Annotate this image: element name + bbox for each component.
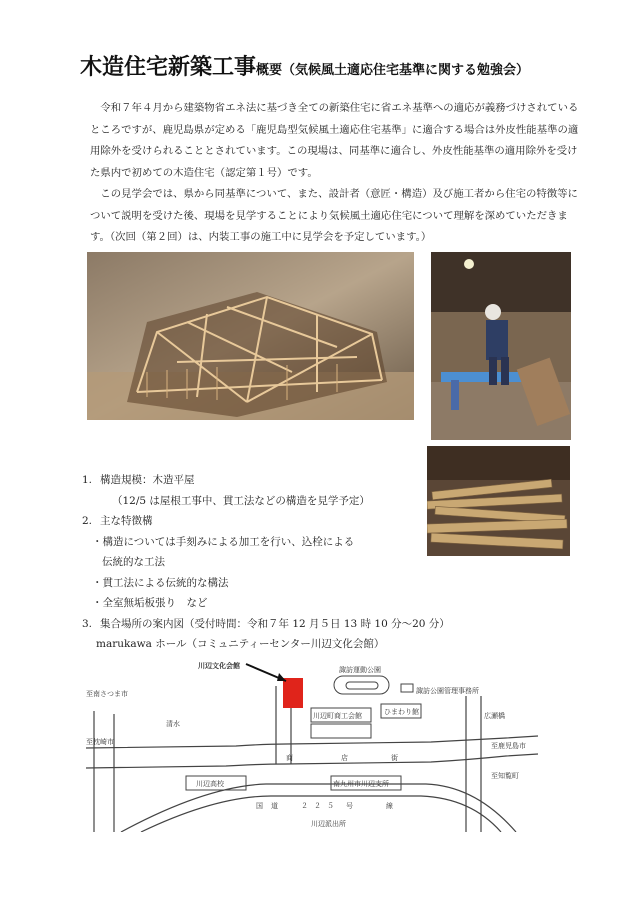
intro-paragraph: 令和７年４月から建築物省エネ法に基づき全ての新築住宅に省エネ基準への適応が義務づけされているところですが、鹿児島県が定める「鹿児島型気候風土適応住宅基準」に適合する場合は外皮性能基準の適用除外を受けられることとされています。この現場は、同基準に適合し、外皮性能基準の適用除外を受けた県内で初めての木造住宅（認定第１号）です。 bbox=[90, 102, 579, 179]
map-label-venue: 川辺文化会館 bbox=[198, 662, 240, 670]
map-label-shoutengai-3: 街 bbox=[391, 754, 398, 762]
map-label-to-minamisatsuma: 至南さつま市 bbox=[86, 690, 128, 698]
list-item bbox=[82, 552, 412, 573]
list-text: 構造規模：木造平屋 bbox=[100, 474, 195, 486]
title-main: 木造住宅新築工事 bbox=[80, 55, 257, 80]
map-label-to-makurazaki: 至枕崎市 bbox=[86, 738, 114, 746]
list-number: 3. bbox=[82, 617, 93, 630]
list-item bbox=[82, 614, 450, 635]
map-label-hiroseba: 広瀬橋 bbox=[484, 712, 505, 720]
list-text: ・全室無垢板張り など bbox=[92, 597, 208, 609]
list-number: 2. bbox=[82, 515, 93, 527]
map-label-park: 諏訪運動公園 bbox=[339, 666, 381, 674]
list-text: 主な特徴構 bbox=[100, 515, 153, 527]
overview-list bbox=[82, 470, 450, 655]
map-label-route-5: ５ bbox=[327, 802, 334, 810]
list-text: ・構造については手刻みによる加工を行い、込栓による bbox=[92, 535, 355, 548]
map-label-school: 川辺高校 bbox=[196, 780, 224, 788]
venue-marker bbox=[283, 678, 303, 708]
map-label-route-6: 号 bbox=[346, 802, 353, 810]
document-title bbox=[80, 50, 529, 81]
photo-timber-stack bbox=[427, 446, 570, 556]
map-label-park-office: 諏訪公園管理事務所 bbox=[416, 687, 479, 695]
list-item bbox=[82, 511, 412, 532]
list-text: 集合場所の案内図（受付時間：令和７年 12 月５日 13 時 10 分～20 分） bbox=[100, 617, 450, 630]
intro-text bbox=[90, 98, 582, 249]
list-text: marukawa ホール（コミュニティーセンター川辺文化会館） bbox=[96, 638, 385, 650]
list-item bbox=[82, 573, 412, 594]
map-label-route-1: 国 bbox=[256, 802, 263, 810]
map-label-city-office: 南九州市川辺支所 bbox=[333, 780, 389, 788]
list-item bbox=[82, 593, 412, 614]
list-text: 伝統的な工法 bbox=[102, 556, 165, 568]
map-label-route-3: ２ bbox=[301, 802, 308, 810]
map-label-shoutengai-1: 商 bbox=[286, 754, 293, 762]
photo-frame-model bbox=[87, 252, 414, 420]
map-label-route-7: 線 bbox=[386, 802, 393, 810]
map-label-chamber: 川辺町商工会館 bbox=[313, 712, 362, 720]
map-label-route-4: ２ bbox=[314, 802, 321, 810]
title-sub: 概要（気候風土適応住宅基準に関する勉強会） bbox=[256, 63, 530, 78]
list-item bbox=[82, 470, 412, 491]
map-label-shinden: 清水 bbox=[166, 720, 180, 728]
map-label-to-kagoshima: 至鹿児島市 bbox=[491, 742, 526, 750]
venue-map bbox=[86, 656, 538, 832]
map-label-police: 川辺派出所 bbox=[311, 820, 346, 828]
map-label-shoutengai-2: 店 bbox=[341, 754, 348, 762]
map-label-to-chiran: 至知覧町 bbox=[491, 772, 519, 780]
list-text: （12/5 は屋根工事中、貫工法などの構造を見学予定） bbox=[112, 494, 370, 507]
list-text: ・貫工法による伝統的な構法 bbox=[92, 576, 229, 589]
list-item bbox=[82, 532, 412, 553]
list-item bbox=[82, 491, 412, 512]
list-number: 1. bbox=[82, 474, 93, 486]
map-label-himawari: ひまわり館 bbox=[384, 708, 419, 716]
list-item bbox=[82, 634, 412, 655]
intro-paragraph: この見学会では、県から同基準について、また、設計者（意匠・構造）及び施工者から住宅の特徴等について説明を受けた後、現場を見学することにより気候風土適応住宅について理解を深めていただきます。（次回（第２回）は、内装工事の施工中に見学会を予定しています。） bbox=[90, 188, 578, 243]
photo-carpenter bbox=[431, 252, 571, 440]
map-label-route-2: 道 bbox=[271, 802, 278, 810]
